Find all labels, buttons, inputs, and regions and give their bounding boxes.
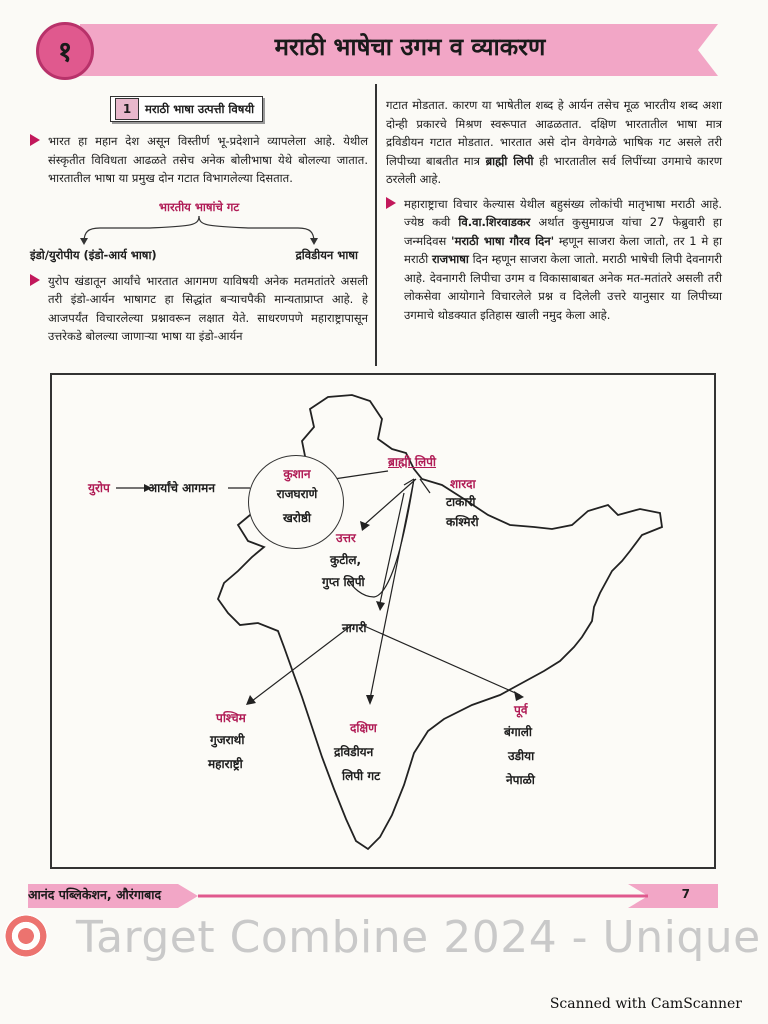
poet-name: वि.वा.शिरवाडकर: [458, 215, 531, 229]
paragraph-marathi-text-c: अर्थात कुसुमाग्रज यांचा 27 फेब्रुवारी हा जन्मदिवस: [404, 215, 723, 248]
map-label-europe: युरोप: [88, 481, 110, 495]
page-number: 7: [681, 887, 690, 901]
map-label-nagari: नागरी: [342, 621, 367, 635]
map-label-kushan: कुशान: [283, 467, 311, 481]
map-label-north: उत्तर: [336, 531, 356, 545]
map-label-bengali: बंगाली: [504, 725, 532, 739]
topic-number: 1: [115, 98, 139, 120]
map-label-takari: टाकारी: [446, 495, 476, 509]
chapter-title: मराठी भाषेचा उगम व व्याकरण: [274, 32, 546, 61]
chapter-number-badge: १: [36, 22, 94, 80]
marathi-day-term: 'मराठी भाषा गौरव दिन': [451, 233, 555, 248]
watermark: [0, 910, 768, 970]
map-label-nepali: नेपाळी: [506, 773, 535, 787]
language-groups-diagram: [30, 192, 368, 270]
bullet-arrow-icon: [386, 197, 396, 209]
page-footer: [28, 884, 718, 908]
map-label-sharada: शारदा: [450, 477, 476, 491]
watermark-text: Target Combine 2024 - Unique: [76, 912, 761, 963]
topic-label: मराठी भाषा उत्पत्ती विषयी: [145, 101, 255, 116]
target-icon: [4, 914, 48, 958]
map-label-lipi-group: लिपी गट: [342, 769, 381, 783]
map-label-brahmi: ब्राह्मी लिपी: [388, 455, 437, 469]
paragraph-continued-end: ही भारतातील सर्व लिपींच्या उगमाचे कारण ठरलेली आहे.: [386, 153, 723, 186]
paragraph-marathi-text-d: म्हणून साजरा केला जातो, तर 1 मे हा मराठी: [404, 233, 722, 266]
right-column: [386, 96, 722, 328]
map-label-maharashtri: महाराष्ट्री: [208, 757, 243, 771]
scanner-credit: Scanned with CamScanner: [549, 996, 742, 1012]
map-label-kutil: कुटील,: [330, 553, 362, 567]
topic-heading: [110, 96, 263, 122]
brace-connector: [30, 214, 368, 246]
publisher-name: आनंद पब्लिकेशन, औरंगाबाद: [28, 887, 162, 902]
map-label-kharoshthi: खरोष्ठी: [282, 511, 311, 525]
map-label-gupta: गुप्त लिपी: [322, 575, 365, 589]
map-label-dravidian: द्रविडीयन: [334, 745, 374, 759]
map-label-gujarathi: गुजराथी: [210, 733, 245, 747]
paragraph-aryan: [30, 272, 368, 346]
paragraph-intro: [30, 132, 368, 188]
paragraph-marathi-text-e: दिन म्हणून साजरा केला जातो. मराठी भाषेची लिपी देवनागरी आहे. देवनागरी लिपीचा उगम व विकासाबाबत अनेक मत-मतांतरे असली तरी लोकसेवा आयोगाने विचारलेले प्रश्न व दिलेली उत्तरे यानुसार या लिपीच्या उगमाचे थोडक्यात इतिहास खाली नमुद केला आहे.: [404, 252, 722, 322]
paragraph-continued: [386, 96, 722, 189]
indo-european-group: इंडो/युरोपीय (इंडो-आर्य भाषा): [30, 247, 157, 262]
language-groups-heading: भारतीय भाषांचे गट: [158, 199, 240, 214]
left-column: [30, 96, 368, 350]
bullet-arrow-icon: [30, 134, 40, 146]
map-label-odia: उडीया: [508, 749, 535, 763]
brahmi-script-term: ब्राह्मी लिपी: [485, 153, 534, 168]
map-label-kashmiri: कश्मिरी: [446, 515, 479, 529]
map-label-dynasty: राजघराणे: [276, 487, 318, 501]
india-outline: [52, 375, 714, 867]
script-origin-map: [50, 373, 716, 869]
map-label-aryan-arrival: आर्यांचे आगमन: [148, 481, 215, 495]
map-label-west: पश्चिम: [216, 711, 246, 725]
paragraph-continued-text: गटात मोडतात. कारण या भाषेतील शब्द हे आर्यन तसेच मूळ भारतीय शब्द अशा दोन्ही प्रकारचे मिश्रण स्वरूपात आढळतात. दक्षिण भारतातील भाषा मात्र द्रविडीयन गटात मोडतात. भारतात असे दोन वेगवेगळे भाषिक गट असले तरी लिपीच्या बाबतीत मात्र: [386, 98, 722, 168]
rajbhasha-term: राजभाषा: [431, 252, 469, 266]
map-label-south: दक्षिण: [350, 721, 377, 735]
dravidian-group: द्रविडीयन भाषा: [295, 247, 358, 262]
paragraph-marathi: [386, 195, 722, 325]
paragraph-aryan-text: युरोप खंडातून आर्यांचे भारतात आगमण याविषयी अनेक मतमतांतरे असली तरी इंडो-आर्यन भाषागट हा सिद्धांत बऱ्याचपैकी मान्यताप्राप्त आहे. हे आजपर्यंत विचारलेल्या प्रश्नावरून लक्षात येते. साधरणपणे महाराष्ट्रापासून उत्तरेकडे बोलल्या जाणाऱ्या भाषा या इंडो-आर्यन: [48, 273, 368, 343]
paragraph-intro-text: भारत हा महान देश असून विस्तीर्ण भू-प्रदेशाने व्यापलेला आहे. येथील संस्कृतीत विविधता आढळते तसेच अनेक बोलीभाषा येथे बोलल्या जातात. भारतातील भाषा या प्रमुख दोन गटात विभागलेल्या दिसतात.: [48, 134, 368, 185]
column-divider: [375, 84, 377, 366]
paragraph-marathi-text-a: महाराष्ट्राचा विचार केल्यास येथील बहुसंख्य लोकांची मातृभाषा मराठी आहे. ज्येष्ठ कवी: [404, 196, 722, 229]
bullet-arrow-icon: [30, 274, 40, 286]
map-label-east: पूर्व: [514, 703, 528, 717]
